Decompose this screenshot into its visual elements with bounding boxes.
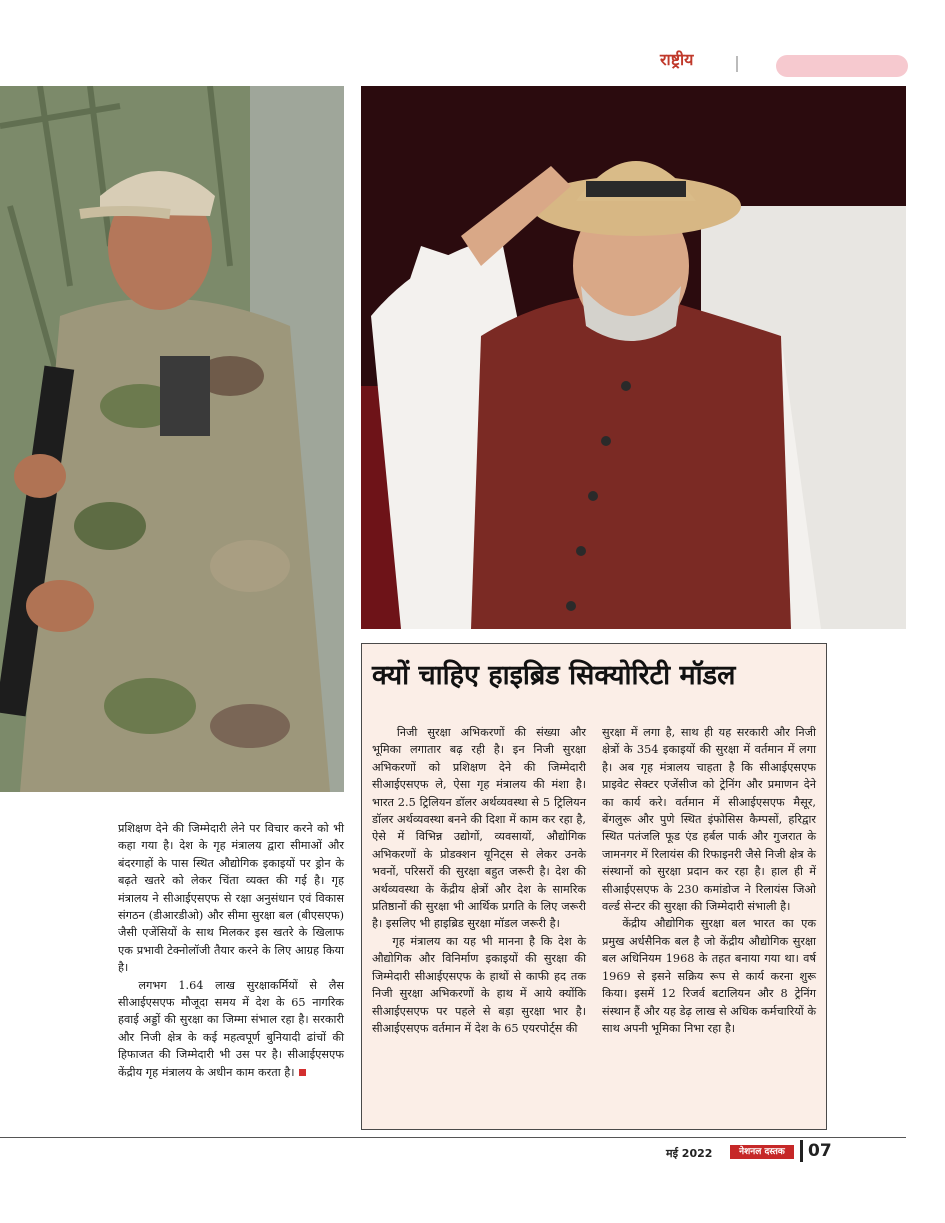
header-divider [736, 56, 738, 72]
article-title: क्यों चाहिए हाइब्रिड सिक्योरिटी मॉडल [372, 660, 736, 691]
article-column-right [602, 724, 816, 1037]
body-paragraph: प्रशिक्षण देने की जिम्मेदारी लेने पर विचार करने को भी कहा गया है। देश के गृह मंत्रालय द्वारा सीमाओं और बंदरगाहों के पास स्थित औद्योगिक इकाइयों पर ड्रोन के बढ़ते खतरे को लेकर चिंता व्यक्त की गई है। गृह मंत्रालय ने सीआईएसएफ से रक्षा अनुसंधान एवं विकास संगठन (डीआरडीओ) और सीमा सुरक्षा बल (बीएसएफ) जैसी एजेंसियों के साथ मिलकर इस खतरे के खिलाफ एक प्रभावी टेक्नोलॉजी तैयार करने के लिए आग्रह किया है। [118, 822, 344, 975]
page-number: 07 [808, 1141, 832, 1161]
saluting-official-image [361, 86, 906, 629]
end-of-article-marker [299, 1069, 306, 1076]
header-decoration-pill [776, 55, 908, 77]
article-paragraph: गृह मंत्रालय का यह भी मानना है कि देश के औद्योगिक और विनिर्माण इकाइयों की सुरक्षा की जिम्मेदारी सीआईएसएफ के हाथों से काफी हद तक निजी सुरक्षा अभिकरणों के हाथ में आये क्योंकि सीआईएसएफ पर पहले से बड़ा सुरक्षा भार है। सीआईएसएफ वर्तमान में देश के 65 एयरपोर्ट्स की [372, 934, 586, 1035]
article-paragraph: केंद्रीय औद्योगिक सुरक्षा बल भारत का एक प्रमुख अर्धसैनिक बल है जो केंद्रीय औद्योगिक सुरक्षा बल अधिनियम 1968 के तहत बनाया गया था। वर्ष 1969 से इसने सक्रिय रूप से कार्य करना शुरू किया। इसमें 12 रिजर्व बटालियन और 8 ट्रेनिंग संस्थान हैं और यह डेढ़ लाख से अधिक कर्मचारियों के साथ अपनी भूमिका निभा रहा है। [602, 917, 816, 1035]
photo-saluting-official [361, 86, 906, 629]
body-paragraph [118, 977, 344, 1081]
article-paragraph: सुरक्षा में लगा है, साथ ही यह सरकारी और निजी क्षेत्रों के 354 इकाइयों की सुरक्षा में वर्तमान में लगा है। अब गृह मंत्रालय चाहता है कि सीआईएसएफ प्राइवेट सेक्टर एजेंसीज को ट्रेनिंग और प्रमाणन देने का कार्य करे। वर्तमान में सीआईएसएफ मैसूर, बेंगलुरू और पुणे स्थित इंफोसिस कैम्पसों, हरिद्वार स्थित पतंजलि फूड एंड हर्बल पार्क और गुजरात के जामनगर में रिलायंस की रिफाइनरी जैसे निजी क्षेत्र के संस्थानों को सुरक्षा प्रदान कर रहा है। हाल ही में सीआईएसएफ के 230 कमांडोज ने रिलायंस जिओ वर्ल्ड सेन्टर की सुरक्षा की जिम्मेदारी संभाली है। [602, 726, 816, 914]
security-guard-image [0, 86, 344, 792]
article-paragraph: निजी सुरक्षा अभिकरणों की संख्या और भूमिका लगातार बढ़ रही है। इन निजी सुरक्षा अभिकरणों को प्रशिक्षण देने की जिम्मेदारी सीआईएसएफ ले, ऐसा गृह मंत्रालय की मंशा है। भारत 2.5 ट्रिलियन डॉलर अर्थव्यवस्था से 5 ट्रिलियन डॉलर अर्थव्यवस्था बनने की दिशा में काम कर रहा है, ऐसे में विभिन्न उद्योगों, व्यवसायों, औद्योगिक अभिकरणों के प्रोडक्शन यूनिट्स से लेकर उनके भवनों, परिसरों की सुरक्षा बहुत जरूरी है। देश की अर्थव्यवस्था के केंद्रीय क्षेत्रों और देश के सामरिक प्रतिष्ठानों की सुरक्षा भी आर्थिक प्रगति के लिए जरूरी है। इसलिए भी हाइब्रिड सुरक्षा मॉडल जरूरी है। [372, 726, 586, 931]
left-continuation-column [118, 820, 344, 1081]
section-label: राष्ट्रीय [660, 50, 694, 69]
article-column-middle [372, 724, 586, 1037]
issue-date: मई 2022 [666, 1147, 713, 1160]
magazine-logo: नेशनल दस्तक [730, 1145, 794, 1159]
photo-security-guard [0, 86, 344, 792]
body-paragraph-text: लगभग 1.64 लाख सुरक्षाकर्मियों से लैस सीआईएसएफ मौजूदा समय में देश के 65 नागरिक हवाई अड्डों की सुरक्षा का जिम्मा संभाल रहा है। सरकारी और निजी क्षेत्र के कई महत्वपूर्ण बुनियादी ढांचों की हिफाजत की जिम्मेदारी भी उस पर है। सीआईएसएफ केंद्रीय गृह मंत्रालय के अधीन काम करता है। [118, 978, 344, 1079]
footer-rule [0, 1137, 906, 1138]
footer-divider [800, 1140, 803, 1162]
